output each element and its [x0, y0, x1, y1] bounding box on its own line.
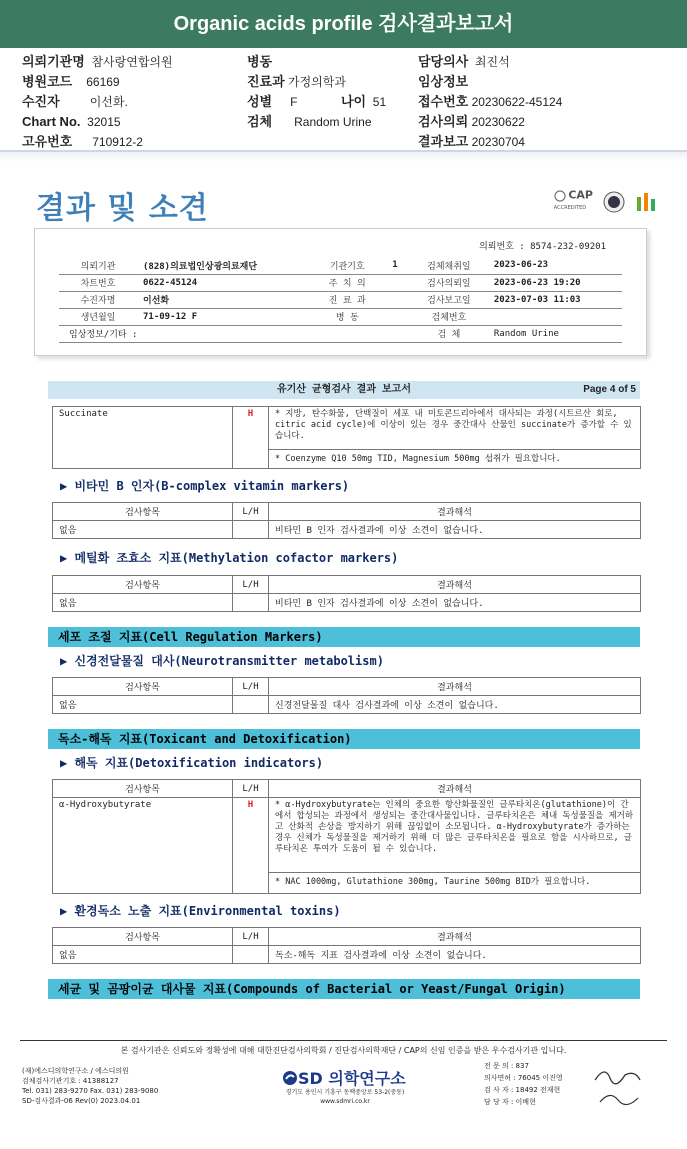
sd-logo	[282, 1066, 406, 1089]
succinate-table	[52, 406, 641, 469]
sd-logo-text: SD 의학연구소	[298, 1069, 406, 1088]
age-value: 51	[372, 95, 387, 109]
report-header: Organic acids profile 검사결과보고서	[0, 0, 687, 48]
patient-field-value: 1	[386, 257, 410, 274]
clinical-label: 임상정보	[418, 74, 469, 89]
neuro-table	[52, 677, 641, 714]
patient-field-label: 차트번호	[59, 274, 137, 291]
cell-regulation-band: 세포 조절 지표(Cell Regulation Markers)	[48, 627, 640, 647]
sd-address	[270, 1088, 420, 1106]
patient-field-label: 진 료 과	[308, 291, 386, 308]
doctor-value: 최진석	[474, 55, 510, 69]
dept-value: 가정의학과	[288, 75, 346, 89]
signer-manager: 담 당 자 : 이배현	[484, 1098, 536, 1106]
patient-field-value: 2023-06-23	[488, 257, 622, 274]
ahb-supplement: * NAC 1000mg, Glutathione 300mg, Taurine 500mg BID가 필요합니다.	[269, 872, 641, 893]
clinical-other-label: 임상정보/기타 :	[59, 325, 410, 342]
cap-logo-icon	[554, 190, 593, 213]
patient-field-value: 이선화	[137, 291, 308, 308]
requester-label: 의뢰기관명	[22, 54, 85, 69]
methyl-table	[52, 575, 641, 612]
succinate-flag: H	[233, 407, 269, 469]
patient-label: 수진자	[22, 94, 60, 109]
patient-row	[59, 291, 622, 308]
ward-label: 병동	[247, 54, 273, 69]
footer-signers	[484, 1060, 563, 1108]
section-title: 결과 및 소견	[36, 191, 209, 226]
env-result: 독소-해독 지표 검사결과에 이상 소견이 없습니다.	[269, 946, 641, 964]
specimen-val: Random Urine	[488, 325, 622, 342]
report-date-label: 결과보고	[418, 134, 469, 149]
footer-org: (재)에스디의학연구소 / 에스디의원	[22, 1067, 129, 1075]
request-number: 의뢰번호 : 8574-232-09201	[479, 242, 606, 252]
patient-table	[59, 257, 622, 343]
patient-field-value: 2023-06-23 19:20	[488, 274, 622, 291]
receipt-label: 접수번호	[418, 94, 469, 109]
sex-value: F	[290, 95, 298, 109]
uid-label: 고유번호	[22, 134, 73, 149]
neuro-item: 없음	[53, 696, 233, 714]
patient-field-label: 의뢰기관	[59, 257, 137, 274]
page-indicator: Page 4 of 5	[583, 384, 636, 395]
patient-field-label: 수진자명	[59, 291, 137, 308]
hospcode-label: 병원코드	[22, 74, 73, 89]
requester-value: 참사랑연합의원	[91, 55, 173, 69]
patient-field-value: 0622-45124	[137, 274, 308, 291]
env-heading: ▶ 환경독소 노출 지표(Environmental toxins)	[60, 904, 341, 918]
footer-tel: Tel. 031) 283-9270 Fax. 031) 283-9080	[22, 1087, 159, 1095]
col-lh: L/H	[233, 928, 269, 946]
patient-row	[59, 308, 622, 325]
vitb-item: 없음	[53, 521, 233, 539]
col-item: 검사항목	[53, 780, 233, 798]
col-lh: L/H	[233, 678, 269, 696]
env-item: 없음	[53, 946, 233, 964]
col-result: 결과해석	[269, 678, 641, 696]
col-lh: L/H	[233, 576, 269, 594]
footer-code: 검체검사기관기호 : 41388127	[22, 1077, 119, 1085]
patient-field-label: 병 동	[308, 308, 386, 325]
sex-label: 성별	[247, 94, 273, 109]
footer-rev: SD-검사결과-06 Rev(0) 2023.04.01	[22, 1097, 141, 1105]
footer-accreditation: 본 검사기관은 신뢰도와 정확성에 대해 대한진단검사의학회 / 진단검사의학재단 / CAP의 신임 인증을 받은 우수검사기관 입니다.	[120, 1046, 567, 1055]
age-label: 나이	[341, 94, 367, 109]
col-result: 결과해석	[269, 780, 641, 798]
chart-value: 32015	[87, 115, 121, 129]
signer-tester: 검 사 자 : 18492 전재현	[484, 1086, 561, 1094]
neuro-heading: ▶ 신경전달물질 대사(Neurotransmitter metabolism)	[60, 654, 384, 668]
col-lh: L/H	[233, 503, 269, 521]
report-title: 유기산 균형검사 결과 보고서	[277, 384, 411, 395]
patient-field-label: 검체번호	[410, 308, 488, 325]
patient-field-value: 71-09-12 F	[137, 308, 308, 325]
col-lh: L/H	[233, 780, 269, 798]
patient-field-value: (828)의료법인상광의료재단	[137, 257, 308, 274]
col-item: 검사항목	[53, 678, 233, 696]
patient-value: 이선화.	[89, 95, 128, 109]
bacterial-band: 세균 및 곰팡이균 대사물 지표(Compounds of Bacterial or Yeast/Fungal Origin)	[48, 979, 640, 999]
seal-icon	[603, 191, 625, 213]
footer-divider	[20, 1040, 667, 1041]
vitb-heading: ▶ 비타민 B 인자(B-complex vitamin markers)	[60, 479, 350, 493]
patient-field-value	[386, 291, 410, 308]
section-shade	[0, 152, 687, 162]
patient-row	[59, 274, 622, 291]
neuro-result: 신경전달물질 대사 검사결과에 이상 소견이 없습니다.	[269, 696, 641, 714]
hospcode-value: 66169	[86, 75, 120, 89]
patient-field-label: 검사의뢰일	[410, 274, 488, 291]
succinate-name: Succinate	[53, 407, 233, 469]
patient-field-value	[386, 274, 410, 291]
specimen-label: 검체	[247, 114, 273, 129]
succinate-supplement: * Coenzyme Q10 50mg TID, Magnesium 500mg 섭취가 필요합니다.	[269, 449, 641, 468]
vitb-table	[52, 502, 641, 539]
ahb-note: * α-Hydroxybutyrate는 인체의 중요한 항산화물질인 글루타치온(glutathione)이 간에서 합성되는 과정에서 생성되는 중간대사물입니다. 글루타치온은 체내 독성물질을 제거하고 산화적 손상을 방지하기 위해 끊임없이 소모됩니다. α-Hydroxybutyrate가 증가하는 경우 신체가 독성물질을 제거하기 위해 더 많은 글루타치온을 필요로 함을 시사하므로, 글루타치온 투여가 도움이 될 수 있습니다.	[269, 798, 641, 873]
env-table	[52, 927, 641, 964]
detox-table	[52, 779, 641, 894]
chart-label: Chart No.	[22, 114, 81, 129]
signer-license: 의사면허 : 76045 이진영	[484, 1074, 563, 1082]
specimen-value: Random Urine	[294, 115, 372, 129]
succinate-note: * 지방, 탄수화물, 단백질이 세포 내 미토콘드리아에서 대사되는 과정(시트르산 회로, citric acid cycle)에 이상이 있는 경우 중간대사 산물인 succinate가 증가할 수 있습니다.	[269, 407, 641, 450]
toxicant-band: 독소-해독 지표(Toxicant and Detoxification)	[48, 729, 640, 749]
patient-field-value	[488, 308, 622, 325]
lab-logo-icon	[635, 191, 657, 213]
uid-value: 710912-2	[92, 135, 143, 149]
col-item: 검사항목	[53, 928, 233, 946]
col-item: 검사항목	[53, 503, 233, 521]
sd-website: www.sdmri.co.kr	[320, 1098, 370, 1105]
patient-info-card	[34, 228, 647, 356]
specimen-key: 검 체	[410, 325, 488, 342]
dept-label: 진료과	[247, 74, 285, 89]
signer-specialist: 전 문 의 : 837	[484, 1062, 529, 1070]
sd-address-line: 경기도 용인시 기흥구 동백중앙로 53-2(중동)	[285, 1089, 405, 1096]
cert-logos	[554, 190, 657, 213]
patient-field-value	[386, 308, 410, 325]
sd-logo-icon	[282, 1070, 298, 1086]
reqdate-value: 20230622	[471, 115, 525, 129]
patient-field-label: 검사보고일	[410, 291, 488, 308]
cap-sub: ACCREDITED	[553, 205, 587, 211]
patient-row	[59, 257, 622, 274]
patient-field-label: 기관기호	[308, 257, 386, 274]
cap-text: CAP	[568, 188, 593, 202]
detox-heading: ▶ 해독 지표(Detoxification indicators)	[60, 756, 324, 770]
ahb-name: α-Hydroxybutyrate	[53, 798, 233, 894]
receipt-value: 20230622-45124	[471, 95, 563, 109]
col-result: 결과해석	[269, 503, 641, 521]
patient-field-label: 주 치 의	[308, 274, 386, 291]
methyl-heading: ▶ 메틸화 조효소 지표(Methylation cofactor markers)	[60, 551, 399, 565]
col-result: 결과해석	[269, 576, 641, 594]
col-result: 결과해석	[269, 928, 641, 946]
reqdate-label: 검사의뢰	[418, 114, 469, 129]
methyl-item: 없음	[53, 594, 233, 612]
ahb-flag: H	[233, 798, 269, 894]
report-date-value: 20230704	[471, 135, 525, 149]
signature-icon	[590, 1060, 650, 1110]
footer-left	[22, 1066, 158, 1106]
patient-field-value: 2023-07-03 11:03	[488, 291, 622, 308]
col-item: 검사항목	[53, 576, 233, 594]
methyl-result: 비타민 B 인자 검사결과에 이상 소견이 없습니다.	[269, 594, 641, 612]
patient-field-label: 검체채취일	[410, 257, 488, 274]
vitb-result: 비타민 B 인자 검사결과에 이상 소견이 없습니다.	[269, 521, 641, 539]
report-title-bar	[48, 381, 640, 399]
patient-field-label: 생년월일	[59, 308, 137, 325]
doctor-label: 담당의사	[418, 54, 469, 69]
